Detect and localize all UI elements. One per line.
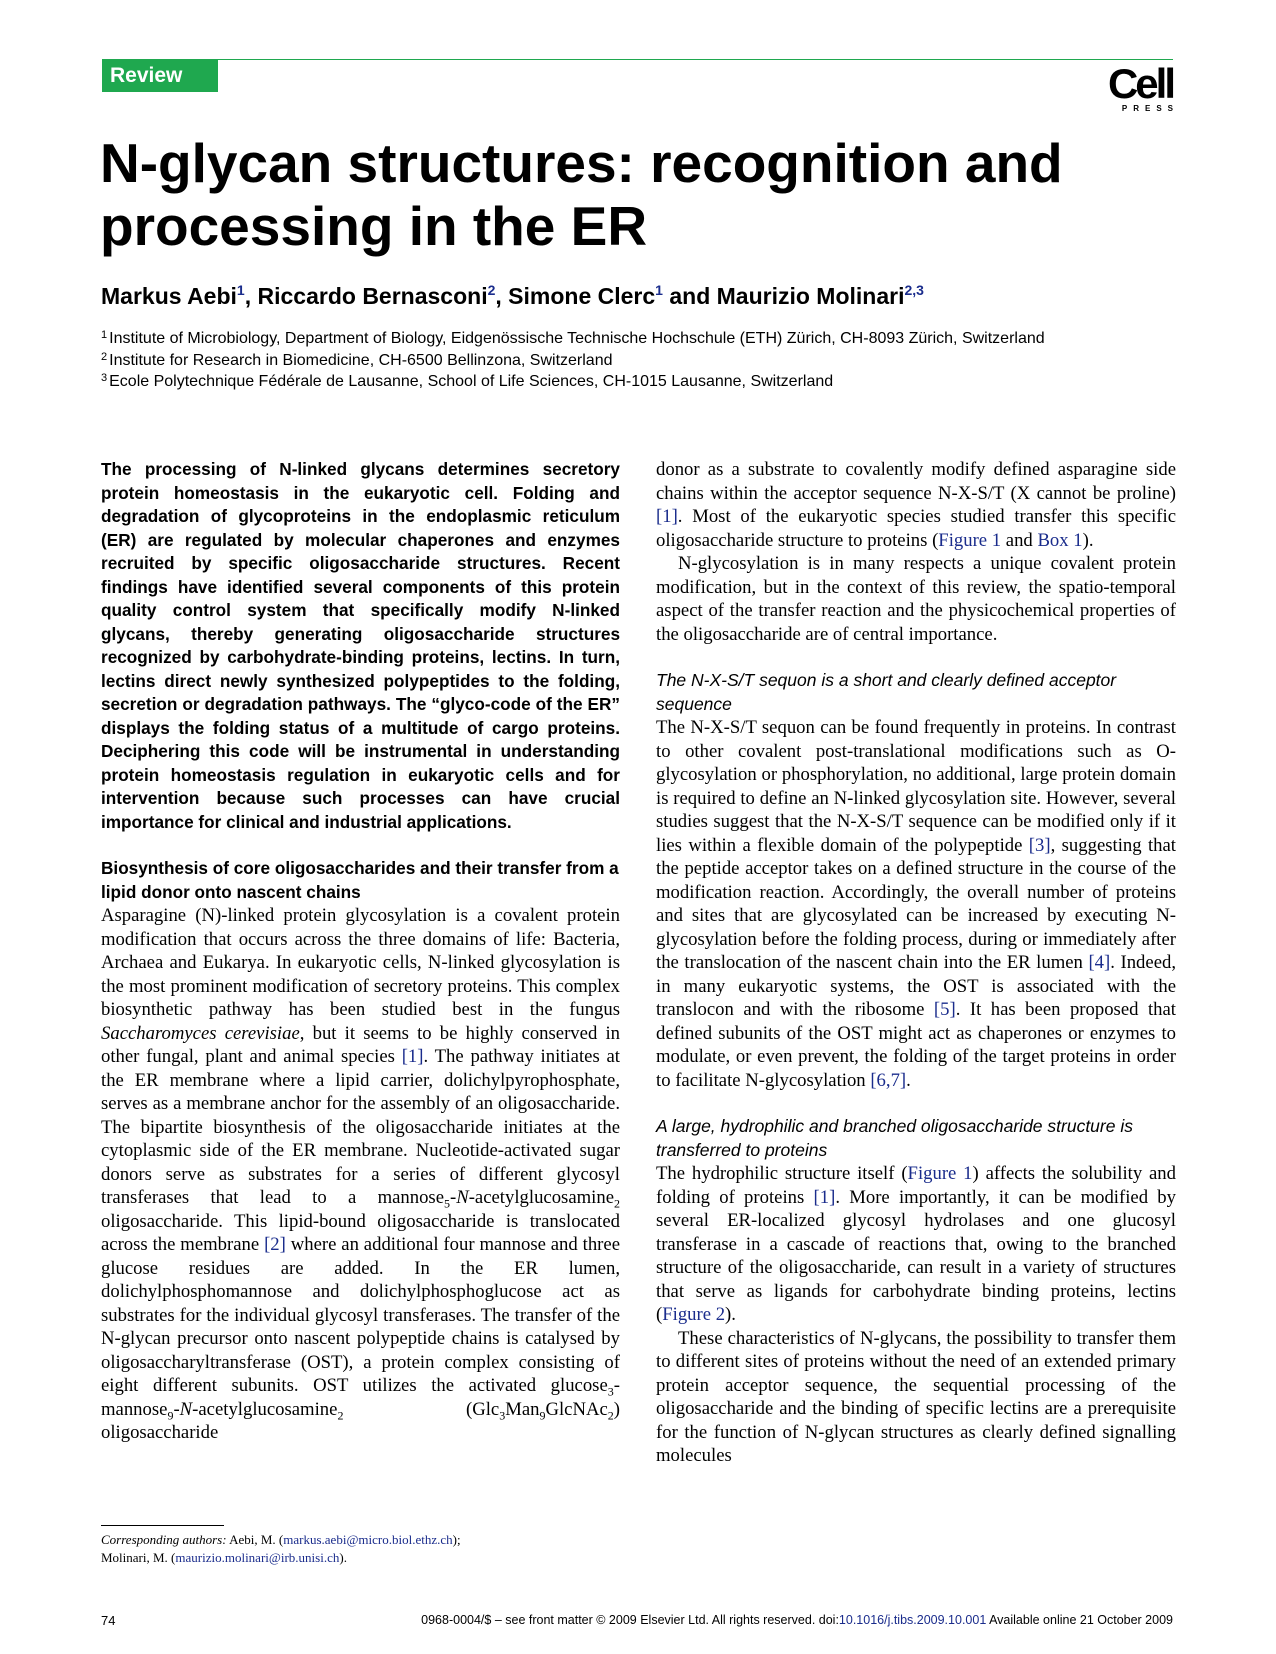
- abstract: The processing of N-linked glycans determines secretory protein homeostasis in the eukaryotic cell. Folding and degradation of glycoproteins in the endoplasmic reticulum (ER) are regulated by molecular chaperones and enzymes recruited by specific oligosaccharide structures. Recent findings have identified several components of this protein quality control system that specifically modify N-linked glycans, thereby generating oligosaccharide structures recognized by carbohydrate-binding proteins, lectins. In turn, lectins direct newly synthesized polypeptides to the folding, secretion or degradation pathways. The “glyco-code of the ER” displays the folding status of a multitude of cargo proteins. Deciphering this code will be instrumental in understanding protein homeostasis regulation in eukaryotic cells and for intervention because such processes can have crucial importance for clinical and industrial applications.: [101, 459, 620, 832]
- figure-link[interactable]: Figure 1: [907, 1163, 973, 1184]
- corresponding-authors-footnote: Corresponding authors: Aebi, M. (markus.aebi@micro.biol.ethz.ch); Molinari, M. (maurizio.molinari@irb.unisi.ch).: [101, 1532, 461, 1565]
- body-paragraph: The N-X-S/T sequon can be found frequently in proteins. In contrast to other covalent post-translational modifications such as O-glycosylation or phosphorylation, no additional, large protein domain is required to define an N-linked glycosylation site. However, several studies suggest that the N-X-S/T sequence can be modified only if it lies within a flexible domain of the polypeptide [3], suggesting that the peptide acceptor takes on a defined structure in the course of the modification reaction. Accordingly, the overall number of proteins and sites that are glycosylated can be increased by executing N-glycosylation before the folding process, during or immediately after the translocation of the nascent chain into the ER lumen [4]. Indeed, in many eukaryotic systems, the OST is associated with the translocon and with the ribosome [5]. It has been proposed that defined subunits of the OST might act as chaperones or enzymes to modulate, or even prevent, the folding of the target proteins in order to facilitate N-glycosylation [6,7].: [656, 717, 1177, 1091]
- author-list: [101, 281, 924, 311]
- author-affiliation-link[interactable]: 1: [236, 282, 245, 298]
- author-name: Simone Clerc: [508, 283, 656, 309]
- species-name: Saccharomyces cerevisiae: [101, 1022, 300, 1044]
- cell-press-logo: [1107, 60, 1179, 114]
- body-paragraph: donor as a substrate to covalently modify defined asparagine side chains within the acceptor sequence N-X-S/T (X cannot be proline) [1]. Most of the eukaryotic species studied transfer this specific oligosaccharide structure to proteins (Figure 1 and Box 1).: [656, 459, 1176, 551]
- reference-link[interactable]: [2]: [264, 1234, 286, 1255]
- email-link[interactable]: maurizio.molinari@irb.unisi.ch: [175, 1550, 340, 1565]
- footnote-rule: [101, 1525, 224, 1526]
- left-column: [101, 458, 620, 1445]
- reference-link[interactable]: [6,7]: [870, 1069, 907, 1091]
- reference-link[interactable]: [3]: [1028, 834, 1051, 856]
- reference-link[interactable]: [1]: [401, 1046, 424, 1067]
- page-number: 74: [101, 1613, 116, 1628]
- author-separator: ,: [244, 283, 258, 309]
- reference-link[interactable]: [1]: [656, 506, 678, 527]
- affiliation: $^1$ Institute of Microbiology, Department of Biology, Eidgenössische Technische Hochschule (ETH) Zürich, CH-8093 Zürich, Switzerland: [101, 329, 1045, 347]
- reference-link[interactable]: [5]: [933, 999, 956, 1020]
- author-separator: and: [662, 283, 717, 309]
- section-label: Review: [102, 59, 218, 92]
- body-paragraph: Asparagine (N)-linked protein glycosylation is a covalent protein modification that occurs across the three domains of life: Bacteria, Archaea and Eukarya. In eukaryotic cells, N-linked glycosylation is the most prominent modification of secretory proteins. This complex biosynthetic pathway has been studied best in the fungus Saccharomyces cerevisiae, but it seems to be highly conserved in other fungal, plant and animal species [1]. The pathway initiates at the ER membrane where a lipid carrier, dolichylpyrophosphate, serves as a membrane anchor for the assembly of an oligosaccharide. The bipartite biosynthesis of the oligosaccharide initiates at the cytoplasmic side of the ER membrane. Nucleotide-activated sugar donors serve as substrates for a series of different glycosyl transferases that lead to a mannose$_5$-N-acetylglucosamine$_2$ oligosaccharide. This lipid-bound oligosaccharide is translocated across the membrane [2] where an additional four mannose and three glucose residues are added. In the ER lumen, dolichylphosphomannose and dolichylphosphoglucose act as substrates for the individual glycosyl transferases. The transfer of the N-glycan precursor onto nascent polypeptide chains is catalysed by oligosaccharyltransferase (OST), a protein complex consisting of eight different subunits. OST utilizes the activated glucose$_3$-mannose$_9$-N-acetylglucosamine$_2$ (Glc$_3$Man$_9$GlcNAc$_2$) oligosaccharide: [101, 905, 620, 1443]
- author-name: Riccardo Bernasconi: [257, 283, 488, 309]
- article-title: N-glycan structures: recognition and processing in the ER: [100, 132, 1063, 257]
- header-rule: [218, 59, 1173, 60]
- logo-word: Cell: [1107, 60, 1173, 107]
- box-link[interactable]: Box 1: [1037, 529, 1083, 551]
- figure-link[interactable]: Figure 2: [662, 1304, 726, 1325]
- section-heading: Biosynthesis of core oligosaccharides and their transfer from a lipid donor onto nascent chains: [101, 858, 619, 902]
- author-name: Maurizio Molinari: [716, 283, 905, 309]
- subsection-heading: A large, hydrophilic and branched oligosaccharide structure is transferred to proteins: [656, 1116, 1133, 1160]
- right-column: [656, 458, 1176, 1468]
- author-affiliation-link[interactable]: 2: [487, 282, 496, 298]
- email-link[interactable]: markus.aebi@micro.biol.ethz.ch: [283, 1532, 453, 1547]
- affiliation: $^3$ Ecole Polytechnique Fédérale de Lausanne, School of Life Sciences, CH-1015 Lausanne, Switzerland: [101, 372, 834, 390]
- affiliation: $^2$ Institute for Research in Biomedicine, CH-6500 Bellinzona, Switzerland: [101, 350, 613, 369]
- author-affiliation-link[interactable]: 2,3: [904, 282, 924, 298]
- logo-sub: PRESS: [1121, 104, 1179, 113]
- body-paragraph: The hydrophilic structure itself (Figure 1) affects the solubility and folding of proteins [1]. More importantly, it can be modified by several ER-localized glycosyl hydrolases and one glucosyl transferase in a cascade of reactions that, owing to the branched structure of the oligosaccharide, can result in a variety of structures that serve as ligands for carbohydrate binding proteins, lectins (Figure 2).: [656, 1163, 1176, 1325]
- footer-info: 0968-0004/$ – see front matter © 2009 Elsevier Ltd. All rights reserved. doi:10.1016/j.tibs.2009.10.001 Available online 21 October 2009: [421, 1613, 1173, 1627]
- author-affiliation-link[interactable]: 1: [655, 282, 663, 298]
- body-paragraph: N-glycosylation is in many respects a unique covalent protein modification, but in the context of this review, the spatio-temporal aspect of the transfer reaction and the physicochemical properties of the oligosaccharide are of central importance.: [656, 553, 1176, 645]
- author-name: Markus Aebi: [101, 283, 237, 309]
- body-paragraph: These characteristics of N-glycans, the possibility to transfer them to different sites of proteins without the need of an extended primary protein acceptor sequence, the sequential processing of the oligosaccharide and the binding of specific lectins are a prerequisite for the function of N-glycan structures as clearly defined signalling molecules: [656, 1327, 1176, 1466]
- affiliations: [101, 328, 1176, 393]
- doi-link[interactable]: 10.1016/j.tibs.2009.10.001: [838, 1613, 987, 1627]
- reference-link[interactable]: [4]: [1088, 952, 1111, 973]
- figure-link[interactable]: Figure 1: [938, 529, 1002, 551]
- reference-link[interactable]: [1]: [813, 1186, 836, 1208]
- author-separator: ,: [495, 283, 509, 309]
- subsection-heading: The N-X-S/T sequon is a short and clearly defined acceptor sequence: [656, 670, 1117, 714]
